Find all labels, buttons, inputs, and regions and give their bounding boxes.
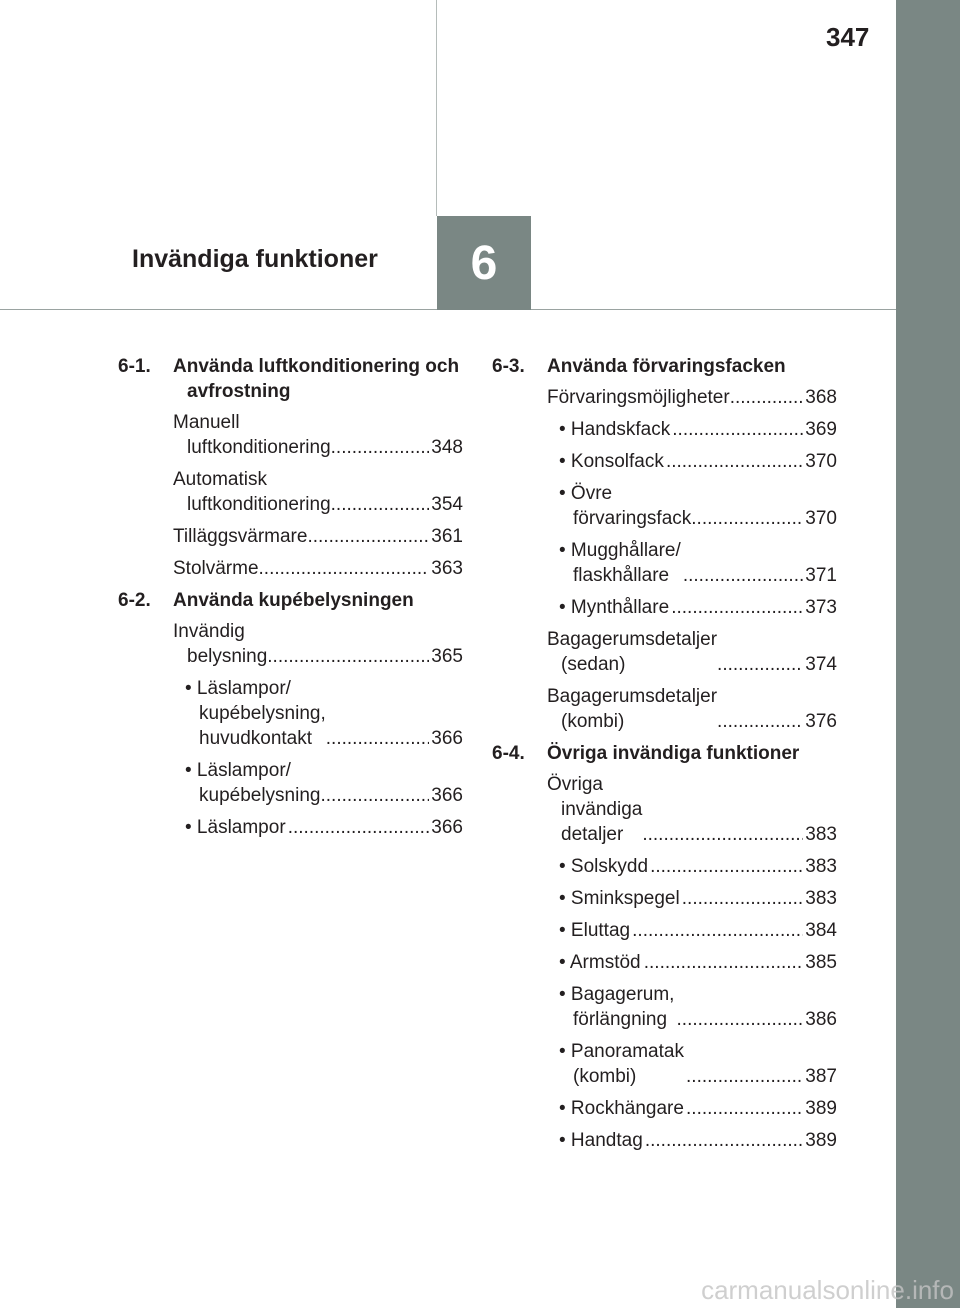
dot-leader [645, 1128, 803, 1153]
dot-leader [686, 1096, 803, 1121]
entry-page-number: 384 [805, 920, 837, 941]
entry-title: • Panoramatak (kombi) [559, 1041, 684, 1087]
entry-title: • Solskydd [559, 856, 649, 877]
entry-title: Manuell luftkonditionering [173, 412, 331, 458]
entry-page-number: 373 [805, 597, 837, 618]
dot-leader [632, 918, 803, 943]
toc-entry[interactable] [492, 772, 837, 847]
dot-leader [683, 563, 803, 588]
toc-bullet-entry[interactable] [492, 481, 837, 531]
toc-entry[interactable] [492, 627, 837, 677]
dot-leader [682, 886, 804, 911]
entry-title: • Handtag [559, 1130, 643, 1151]
toc-entry[interactable] [118, 619, 463, 669]
entry-page-number: 368 [805, 387, 837, 408]
dot-leader [691, 506, 803, 531]
entry-title: Invändig belysning [173, 621, 268, 667]
dot-leader [331, 492, 430, 517]
toc-bullet-entry[interactable] [492, 538, 837, 588]
section-title: Övriga invändiga funktioner [547, 743, 800, 764]
entry-page-number: 376 [805, 711, 837, 732]
toc-entry[interactable] [118, 467, 463, 517]
entry-page-number: 366 [431, 785, 463, 806]
section-number: 6-1. [118, 356, 151, 377]
entry-title: Automatisk luftkonditionering [173, 469, 331, 515]
toc-bullet-entry[interactable] [492, 449, 837, 474]
dot-leader [259, 556, 430, 581]
dot-leader [326, 726, 430, 751]
entry-title: Stolvärme [173, 558, 259, 579]
entry-title: Bagagerumsdetaljer (kombi) [547, 686, 718, 732]
toc-section-heading [118, 354, 463, 404]
toc-bullet-entry[interactable] [492, 1128, 837, 1153]
entry-page-number: 361 [431, 526, 463, 547]
entry-page-number: 370 [805, 451, 837, 472]
toc-column-right [492, 354, 837, 1160]
toc-entry[interactable] [118, 524, 463, 549]
entry-title: • Bagagerum, förlängning [559, 984, 675, 1030]
chapter-number: 6 [470, 236, 498, 290]
entry-page-number: 363 [431, 558, 463, 579]
dot-leader [730, 385, 804, 410]
entry-title: • Handskfack [559, 419, 671, 440]
dot-leader [650, 854, 803, 879]
toc-bullet-entry[interactable] [492, 918, 837, 943]
entry-page-number: 383 [805, 824, 837, 845]
section-title: Använda kupébelysningen [173, 590, 414, 611]
toc-bullet-entry[interactable] [492, 886, 837, 911]
toc-bullet-entry[interactable] [492, 1096, 837, 1121]
entry-title: • Rockhängare [559, 1098, 684, 1119]
entry-title: • Sminkspegel [559, 888, 680, 909]
toc-section-heading [118, 588, 463, 613]
entry-title: • Mynthållare [559, 597, 670, 618]
toc-bullet-entry[interactable] [492, 1039, 837, 1089]
toc-bullet-entry[interactable] [492, 417, 837, 442]
header-divider-vertical [436, 0, 437, 216]
entry-title: • Konsolfack [559, 451, 664, 472]
toc-bullet-entry[interactable] [118, 815, 463, 840]
dot-leader [267, 644, 429, 669]
dot-leader [686, 1064, 803, 1089]
section-number: 6-4. [492, 743, 525, 764]
toc-section-heading [492, 354, 837, 379]
entry-title: Övriga invändiga detaljer [547, 774, 643, 845]
chapter-title: Invändiga funktioner [132, 245, 378, 273]
toc-entry[interactable] [118, 556, 463, 581]
entry-title: • Läslampor/ kupébelysning, huvudkontakt [185, 678, 326, 749]
entry-title: • Övre förvaringsfack [559, 483, 692, 529]
entry-page-number: 383 [805, 888, 837, 909]
section-title: Använda luftkonditionering och avfrostning [173, 356, 460, 402]
toc-bullet-entry[interactable] [492, 982, 837, 1032]
watermark: carmanualsonline.info [701, 1275, 954, 1305]
toc-column-left [118, 354, 463, 847]
entry-title: Bagagerumsdetaljer (sedan) [547, 629, 718, 675]
entry-title: • Mugghållare/ flaskhållare [559, 540, 681, 586]
dot-leader [307, 524, 429, 549]
section-number: 6-3. [492, 356, 525, 377]
toc-section-heading [492, 741, 837, 766]
entry-title: Förvaringsmöjligheter [547, 387, 730, 408]
section-title: Använda förvaringsfacken [547, 356, 786, 377]
entry-page-number: 385 [805, 952, 837, 973]
entry-page-number: 389 [805, 1130, 837, 1151]
entry-page-number: 386 [805, 1009, 837, 1030]
toc-bullet-entry[interactable] [492, 950, 837, 975]
entry-page-number: 366 [431, 817, 463, 838]
dot-leader [671, 595, 803, 620]
entry-page-number: 369 [805, 419, 837, 440]
entry-title: • Läslampor/ kupébelysning [185, 760, 321, 806]
dot-leader [717, 709, 803, 734]
dot-leader [320, 783, 429, 808]
dot-leader [642, 822, 803, 847]
entry-title: • Armstöd [559, 952, 641, 973]
toc-entry[interactable] [118, 410, 463, 460]
dot-leader [288, 815, 430, 840]
entry-page-number: 387 [805, 1066, 837, 1087]
section-number: 6-2. [118, 590, 151, 611]
entry-page-number: 370 [805, 508, 837, 529]
entry-page-number: 354 [431, 494, 463, 515]
entry-title: • Läslampor [185, 817, 286, 838]
entry-title: Tilläggsvärmare [173, 526, 308, 547]
chapter-number-box [437, 216, 531, 310]
toc-entry[interactable] [492, 684, 837, 734]
page-number: 347 [826, 22, 870, 52]
toc-bullet-entry[interactable] [492, 595, 837, 620]
dot-leader [677, 1007, 804, 1032]
toc-entry[interactable] [492, 385, 837, 410]
toc-bullet-entry[interactable] [118, 676, 463, 751]
entry-page-number: 366 [431, 728, 463, 749]
dot-leader [672, 417, 803, 442]
toc-bullet-entry[interactable] [118, 758, 463, 808]
entry-page-number: 374 [805, 654, 837, 675]
entry-page-number: 383 [805, 856, 837, 877]
entry-page-number: 389 [805, 1098, 837, 1119]
entry-page-number: 371 [805, 565, 837, 586]
chapter-sidebar-tab [896, 0, 960, 1308]
entry-page-number: 365 [431, 646, 463, 667]
dot-leader [666, 449, 803, 474]
toc-bullet-entry[interactable] [492, 854, 837, 879]
entry-page-number: 348 [431, 437, 463, 458]
entry-title: • Eluttag [559, 920, 631, 941]
dot-leader [331, 435, 430, 460]
dot-leader [717, 652, 803, 677]
dot-leader [644, 950, 804, 975]
